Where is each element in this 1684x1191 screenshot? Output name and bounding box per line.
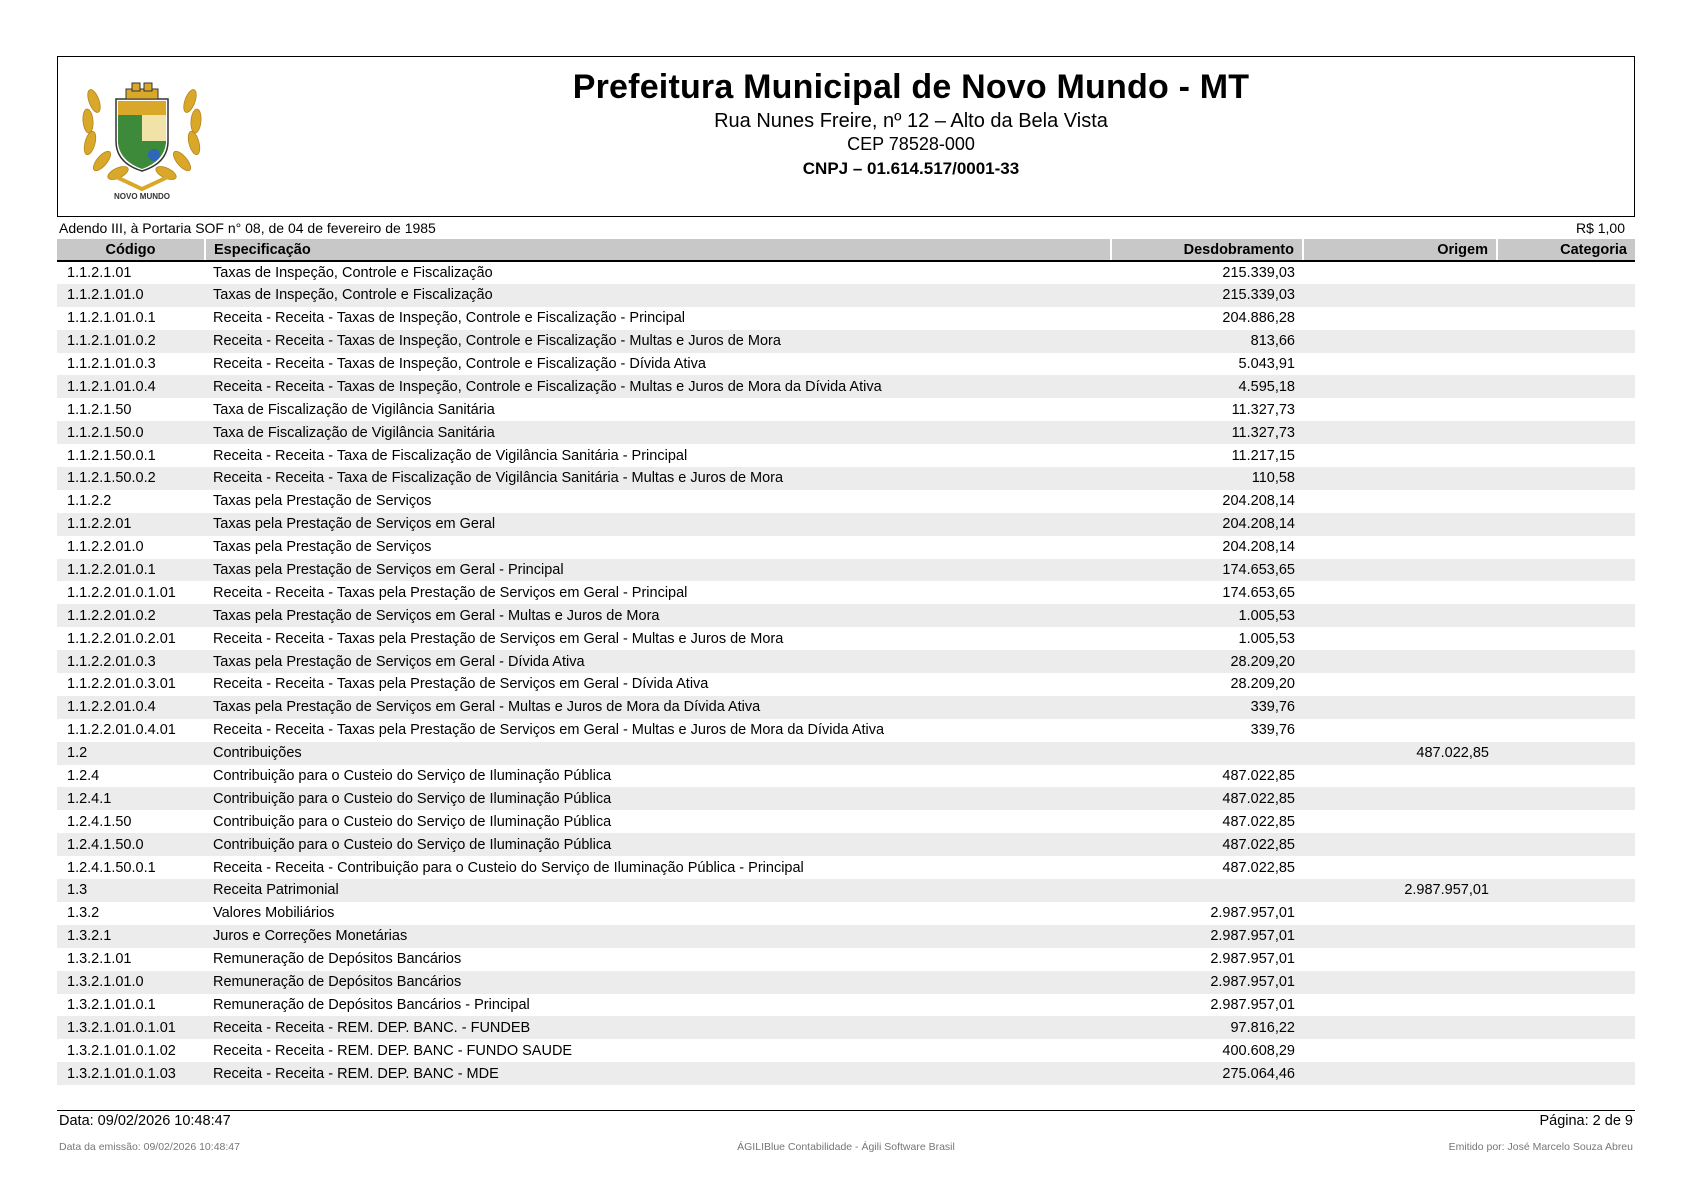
- cell-codigo: 1.3.2: [67, 905, 100, 922]
- cell-especificacao: Receita - Receita - Taxas de Inspeção, Controle e Fiscalização - Multas e Juros de Mora: [205, 330, 1111, 353]
- cell-desdobramento: 28.209,20: [1230, 676, 1295, 693]
- cell-origem: [1303, 948, 1497, 971]
- cell-desdobramento: [1111, 742, 1303, 765]
- cell-especificacao: Remuneração de Depósitos Bancários: [205, 971, 1111, 994]
- table-row: [57, 375, 1635, 398]
- cell-codigo: 1.1.2.1.50: [67, 401, 132, 418]
- cell-especificacao: Receita - Receita - Taxas de Inspeção, Controle e Fiscalização - Principal: [213, 310, 686, 327]
- column-header-especificacao: Especificação: [205, 239, 1111, 261]
- cell-origem: [1303, 765, 1497, 788]
- cell-categoria: [1497, 994, 1635, 1017]
- page-footer: [57, 1110, 1635, 1129]
- table-row: [57, 925, 1635, 948]
- cell-categoria: [1497, 375, 1635, 398]
- cell-especificacao: Taxas pela Prestação de Serviços em Geral - Multas e Juros de Mora: [205, 604, 1111, 627]
- report-date: Data: 09/02/2026 10:48:47: [59, 1113, 231, 1129]
- cell-desdobramento: 204.208,14: [1111, 513, 1303, 536]
- table-row: [57, 1016, 1635, 1039]
- cell-desdobramento: 110,58: [1111, 467, 1303, 490]
- cell-origem: [1303, 261, 1497, 284]
- issuer-name: Emitido por: José Marcelo Souza Abreu: [1448, 1141, 1633, 1153]
- cell-especificacao: Taxa de Fiscalização de Vigilância Sanitária: [213, 401, 495, 418]
- table-row: [57, 1039, 1635, 1062]
- cell-especificacao: Receita - Receita - Taxas pela Prestação de Serviços em Geral - Multas e Juros de Mora: [213, 630, 784, 647]
- table-row: [57, 284, 1635, 307]
- cell-codigo: 1.1.2.2.01.0.2: [57, 604, 205, 627]
- cell-origem: [1303, 559, 1497, 582]
- cell-desdobramento: 487.022,85: [1222, 813, 1295, 830]
- cell-especificacao: Taxas pela Prestação de Serviços em Geral - Multas e Juros de Mora da Dívida Ativa: [205, 696, 1111, 719]
- cell-origem: [1303, 696, 1497, 719]
- cell-codigo: 1.1.2.2.01.0.2.01: [67, 630, 176, 647]
- cell-desdobramento: 1.005,53: [1238, 630, 1295, 647]
- table-row: [57, 581, 1635, 604]
- logo-text: NOVO MUNDO: [114, 192, 170, 201]
- cell-especificacao: Contribuições: [205, 742, 1111, 765]
- table-row: [57, 398, 1635, 421]
- column-header-codigo: Código: [57, 239, 205, 261]
- cell-especificacao: Taxa de Fiscalização de Vigilância Sanitária: [205, 421, 1111, 444]
- cell-especificacao: Receita - Receita - Taxas de Inspeção, Controle e Fiscalização - Dívida Ativa: [213, 356, 706, 372]
- cell-categoria: [1497, 856, 1635, 879]
- cell-especificacao: Taxas pela Prestação de Serviços: [213, 539, 432, 556]
- cell-categoria: [1497, 467, 1635, 490]
- cell-origem: [1303, 604, 1497, 627]
- cell-codigo: 1.2.4.1.50.0: [57, 833, 205, 856]
- cell-especificacao: Taxas pela Prestação de Serviços: [213, 493, 432, 510]
- table-row: [57, 490, 1635, 513]
- cell-origem: [1303, 673, 1497, 696]
- cell-categoria: [1497, 879, 1635, 902]
- cell-codigo: 1.1.2.2.01.0.1.01: [67, 584, 176, 601]
- table-row: [57, 353, 1635, 376]
- cell-origem: [1303, 902, 1497, 925]
- cell-origem: [1303, 1062, 1497, 1085]
- cnpj-line: CNPJ – 01.614.517/0001-33: [802, 159, 1020, 178]
- cell-origem: [1303, 787, 1497, 810]
- legal-reference: Adendo III, à Portaria SOF n° 08, de 04 de fevereiro de 1985: [59, 220, 436, 236]
- cell-codigo: 1.3.2.1.01.0.1.03: [57, 1062, 205, 1085]
- cell-categoria: [1497, 787, 1635, 810]
- cell-codigo: 1.3.2.1.01.0: [57, 971, 205, 994]
- cell-codigo: 1.1.2.2: [67, 493, 112, 510]
- cell-origem: [1303, 513, 1497, 536]
- cell-categoria: [1497, 948, 1635, 971]
- cell-origem: [1303, 421, 1497, 444]
- cell-codigo: 1.1.2.1.50.0: [57, 421, 205, 444]
- cell-categoria: [1497, 742, 1635, 765]
- cell-codigo: 1.3: [57, 879, 205, 902]
- table-row: [57, 467, 1635, 490]
- cell-especificacao: Contribuição para o Custeio do Serviço de Iluminação Pública: [205, 787, 1111, 810]
- cell-especificacao: Receita - Receita - Taxas pela Prestação de Serviços em Geral - Multas e Juros de Mora da Dívida Ativa: [213, 722, 885, 739]
- currency-unit: R$ 1,00: [1575, 220, 1625, 236]
- table-row: [57, 971, 1635, 994]
- cell-categoria: [1497, 513, 1635, 536]
- cell-origem: [1303, 719, 1497, 742]
- cell-origem: [1303, 1039, 1497, 1062]
- cell-desdobramento: 2.987.957,01: [1111, 971, 1303, 994]
- cell-origem: [1303, 307, 1497, 330]
- cell-categoria: [1497, 604, 1635, 627]
- cep-line: CEP 78528-000: [847, 134, 975, 154]
- address-line: Rua Nunes Freire, nº 12 – Alto da Bela Vista: [714, 110, 1108, 132]
- cell-codigo: 1.3.2.1: [57, 925, 205, 948]
- cell-desdobramento: 813,66: [1111, 330, 1303, 353]
- cell-desdobramento: [1111, 879, 1303, 902]
- page-title: Prefeitura Municipal de Novo Mundo - MT: [572, 68, 1250, 106]
- cell-codigo: 1.1.2.1.01.0.2: [57, 330, 205, 353]
- cell-origem: [1303, 925, 1497, 948]
- cell-desdobramento: 2.987.957,01: [1210, 996, 1295, 1013]
- cell-especificacao: Receita - Receita - Taxa de Fiscalização de Vigilância Sanitária - Multas e Juros de Mora: [205, 467, 1111, 490]
- cell-categoria: [1497, 307, 1635, 330]
- report-subheader: [59, 219, 1635, 237]
- table-row: [57, 559, 1635, 582]
- cell-codigo: 1.1.2.1.01.0.4: [57, 375, 205, 398]
- header-text-block: [58, 67, 1634, 181]
- cell-categoria: [1497, 581, 1635, 604]
- cell-codigo: 1.1.2.1.01.0.1: [67, 310, 156, 327]
- cell-origem: [1303, 398, 1497, 421]
- cell-codigo: 1.1.2.2.01.0.1: [57, 559, 205, 582]
- cell-desdobramento: 487.022,85: [1222, 768, 1295, 785]
- cell-desdobramento: 2.987.957,01: [1210, 951, 1295, 968]
- cell-categoria: [1497, 490, 1635, 513]
- table-row: [57, 856, 1635, 879]
- cell-especificacao: Remuneração de Depósitos Bancários: [213, 951, 462, 968]
- cell-codigo: 1.3.2.1.01.0.1.01: [57, 1016, 205, 1039]
- cell-categoria: [1497, 902, 1635, 925]
- cell-especificacao: Contribuição para o Custeio do Serviço de Iluminação Pública: [205, 833, 1111, 856]
- table-row: [57, 444, 1635, 467]
- cell-especificacao: Receita - Receita - REM. DEP. BANC. - FUNDEB: [205, 1016, 1111, 1039]
- cell-desdobramento: 487.022,85: [1111, 787, 1303, 810]
- cell-especificacao: Taxas de Inspeção, Controle e Fiscalização: [205, 284, 1111, 307]
- cell-desdobramento: 339,76: [1111, 696, 1303, 719]
- cell-codigo: 1.1.2.2.01.0.3.01: [67, 676, 176, 693]
- cell-desdobramento: 97.816,22: [1111, 1016, 1303, 1039]
- cell-categoria: [1497, 398, 1635, 421]
- cell-especificacao: Taxas pela Prestação de Serviços em Geral - Principal: [205, 559, 1111, 582]
- cell-codigo: 1.3.2.1.01.0.1: [67, 996, 156, 1013]
- table-row: [57, 902, 1635, 925]
- cell-especificacao: Taxas pela Prestação de Serviços em Geral: [205, 513, 1111, 536]
- revenue-table-container: [57, 239, 1635, 1085]
- cell-codigo: 1.3.2.1.01.0.1.02: [67, 1042, 176, 1059]
- cell-codigo: 1.2.4.1: [57, 787, 205, 810]
- cell-origem: [1303, 284, 1497, 307]
- cell-origem: [1303, 856, 1497, 879]
- cell-desdobramento: 204.208,14: [1222, 539, 1295, 556]
- table-body: [57, 261, 1635, 1085]
- cell-desdobramento: 174.653,65: [1222, 584, 1295, 601]
- cell-codigo: 1.1.2.2.01.0.3: [57, 650, 205, 673]
- cell-desdobramento: 1.005,53: [1111, 604, 1303, 627]
- cell-categoria: [1497, 421, 1635, 444]
- cell-origem: [1303, 810, 1497, 833]
- table-row: [57, 948, 1635, 971]
- column-header-categoria: Categoria: [1497, 239, 1635, 261]
- cell-desdobramento: 204.886,28: [1222, 310, 1295, 327]
- page-number: Página: 2 de 9: [1539, 1113, 1633, 1129]
- cell-especificacao: Receita - Receita - REM. DEP. BANC - FUNDO SAUDE: [213, 1042, 573, 1059]
- cell-origem: [1303, 353, 1497, 376]
- cell-especificacao: Taxas de Inspeção, Controle e Fiscalização: [213, 264, 493, 281]
- emission-meta: [59, 1141, 1633, 1155]
- cell-categoria: [1497, 971, 1635, 994]
- cell-codigo: 1.1.2.2.01: [57, 513, 205, 536]
- software-credit: ÁGILIBlue Contabilidade - Ágili Software Brasil: [737, 1141, 955, 1153]
- cell-especificacao: Receita - Receita - Taxa de Fiscalização de Vigilância Sanitária - Principal: [213, 447, 688, 464]
- cell-origem: [1303, 375, 1497, 398]
- cell-desdobramento: 2.987.957,01: [1210, 905, 1295, 922]
- cell-especificacao: Contribuição para o Custeio do Serviço de Iluminação Pública: [213, 813, 612, 830]
- cell-categoria: [1497, 330, 1635, 353]
- cell-desdobramento: 275.064,46: [1111, 1062, 1303, 1085]
- cell-categoria: [1497, 284, 1635, 307]
- cell-desdobramento: 487.022,85: [1111, 833, 1303, 856]
- cell-origem: [1303, 994, 1497, 1017]
- cell-codigo: 1.1.2.2.01.0: [67, 539, 144, 556]
- revenue-table: [57, 239, 1635, 1085]
- cell-origem: [1303, 650, 1497, 673]
- cell-desdobramento: 339,76: [1250, 722, 1295, 739]
- cell-desdobramento: 11.327,73: [1231, 401, 1295, 418]
- table-row: [57, 810, 1635, 833]
- table-row: [57, 719, 1635, 742]
- cell-especificacao: Receita - Receita - REM. DEP. BANC - MDE: [205, 1062, 1111, 1085]
- table-row: [57, 742, 1635, 765]
- cell-especificacao: Receita - Receita - Contribuição para o Custeio do Serviço de Iluminação Pública - Principal: [213, 859, 804, 876]
- cell-codigo: 1.2.4.1.50: [67, 813, 132, 830]
- cell-categoria: [1497, 353, 1635, 376]
- cell-origem: [1303, 627, 1497, 650]
- cell-especificacao: Receita - Receita - Taxas pela Prestação de Serviços em Geral - Dívida Ativa: [213, 676, 709, 693]
- cell-origem: [1303, 971, 1497, 994]
- cell-desdobramento: 174.653,65: [1111, 559, 1303, 582]
- table-row: [57, 261, 1635, 284]
- cell-codigo: 1.2.4.1.50.0.1: [67, 859, 156, 876]
- table-row: [57, 330, 1635, 353]
- cell-categoria: [1497, 536, 1635, 559]
- table-row: [57, 421, 1635, 444]
- cell-codigo: 1.1.2.1.01: [67, 264, 132, 281]
- column-header-desdobramento: Desdobramento: [1111, 239, 1303, 261]
- cell-codigo: 1.1.2.1.50.0.2: [57, 467, 205, 490]
- cell-categoria: [1497, 261, 1635, 284]
- cell-categoria: [1497, 810, 1635, 833]
- cell-categoria: [1497, 627, 1635, 650]
- cell-categoria: [1497, 925, 1635, 948]
- cell-origem: 487.022,85: [1303, 742, 1497, 765]
- cell-especificacao: Taxas pela Prestação de Serviços em Geral - Dívida Ativa: [205, 650, 1111, 673]
- cell-origem: 2.987.957,01: [1303, 879, 1497, 902]
- cell-especificacao: Remuneração de Depósitos Bancários - Principal: [213, 996, 530, 1013]
- table-row: [57, 833, 1635, 856]
- cell-origem: [1303, 581, 1497, 604]
- cell-categoria: [1497, 1016, 1635, 1039]
- cell-desdobramento: 11.327,73: [1111, 421, 1303, 444]
- cell-origem: [1303, 833, 1497, 856]
- column-header-origem: Origem: [1303, 239, 1497, 261]
- cell-categoria: [1497, 650, 1635, 673]
- table-row: [57, 513, 1635, 536]
- table-row: [57, 787, 1635, 810]
- cell-desdobramento: 487.022,85: [1222, 859, 1295, 876]
- cell-categoria: [1497, 696, 1635, 719]
- cell-desdobramento: 4.595,18: [1111, 375, 1303, 398]
- cell-desdobramento: 5.043,91: [1238, 356, 1295, 372]
- cell-codigo: 1.2: [57, 742, 205, 765]
- cell-codigo: 1.3.2.1.01: [67, 951, 132, 968]
- cell-categoria: [1497, 559, 1635, 582]
- table-row: [57, 879, 1635, 902]
- cell-codigo: 1.1.2.1.01.0: [57, 284, 205, 307]
- cell-origem: [1303, 536, 1497, 559]
- cell-categoria: [1497, 1039, 1635, 1062]
- cell-categoria: [1497, 444, 1635, 467]
- cell-codigo: 1.2.4: [67, 768, 100, 785]
- cell-especificacao: Receita Patrimonial: [205, 879, 1111, 902]
- cell-desdobramento: 215.339,03: [1222, 264, 1295, 281]
- cell-desdobramento: 204.208,14: [1222, 493, 1295, 510]
- cell-especificacao: Receita - Receita - Taxas pela Prestação de Serviços em Geral - Principal: [213, 584, 688, 601]
- table-row: [57, 536, 1635, 559]
- cell-origem: [1303, 467, 1497, 490]
- cell-codigo: 1.1.2.1.50.0.1: [67, 447, 156, 464]
- table-row: [57, 673, 1635, 696]
- cell-origem: [1303, 1016, 1497, 1039]
- cell-especificacao: Receita - Receita - Taxas de Inspeção, Controle e Fiscalização - Multas e Juros de Mora da Dívida Ativa: [205, 375, 1111, 398]
- table-row: [57, 307, 1635, 330]
- table-row: [57, 604, 1635, 627]
- table-header-row: [57, 239, 1635, 261]
- cell-codigo: 1.1.2.1.01.0.3: [67, 356, 156, 372]
- table-row: [57, 696, 1635, 719]
- cell-desdobramento: 11.217,15: [1231, 447, 1295, 464]
- emission-date: Data da emissão: 09/02/2026 10:48:47: [59, 1141, 240, 1153]
- cell-especificacao: Valores Mobiliários: [213, 905, 335, 922]
- cell-desdobramento: 28.209,20: [1111, 650, 1303, 673]
- cell-especificacao: Juros e Correções Monetárias: [205, 925, 1111, 948]
- cell-categoria: [1497, 719, 1635, 742]
- table-row: [57, 994, 1635, 1017]
- cell-especificacao: Contribuição para o Custeio do Serviço de Iluminação Pública: [213, 768, 612, 785]
- report-header: [57, 56, 1635, 217]
- cell-codigo: 1.1.2.2.01.0.4: [57, 696, 205, 719]
- cell-codigo: 1.1.2.2.01.0.4.01: [67, 722, 176, 739]
- cell-categoria: [1497, 1062, 1635, 1085]
- cell-categoria: [1497, 765, 1635, 788]
- cell-desdobramento: 400.608,29: [1222, 1042, 1295, 1059]
- cell-desdobramento: 215.339,03: [1111, 284, 1303, 307]
- table-row: [57, 1062, 1635, 1085]
- cell-desdobramento: 2.987.957,01: [1111, 925, 1303, 948]
- cell-origem: [1303, 330, 1497, 353]
- table-row: [57, 650, 1635, 673]
- cell-origem: [1303, 444, 1497, 467]
- table-row: [57, 627, 1635, 650]
- table-row: [57, 765, 1635, 788]
- cell-categoria: [1497, 673, 1635, 696]
- cell-categoria: [1497, 833, 1635, 856]
- cell-origem: [1303, 490, 1497, 513]
